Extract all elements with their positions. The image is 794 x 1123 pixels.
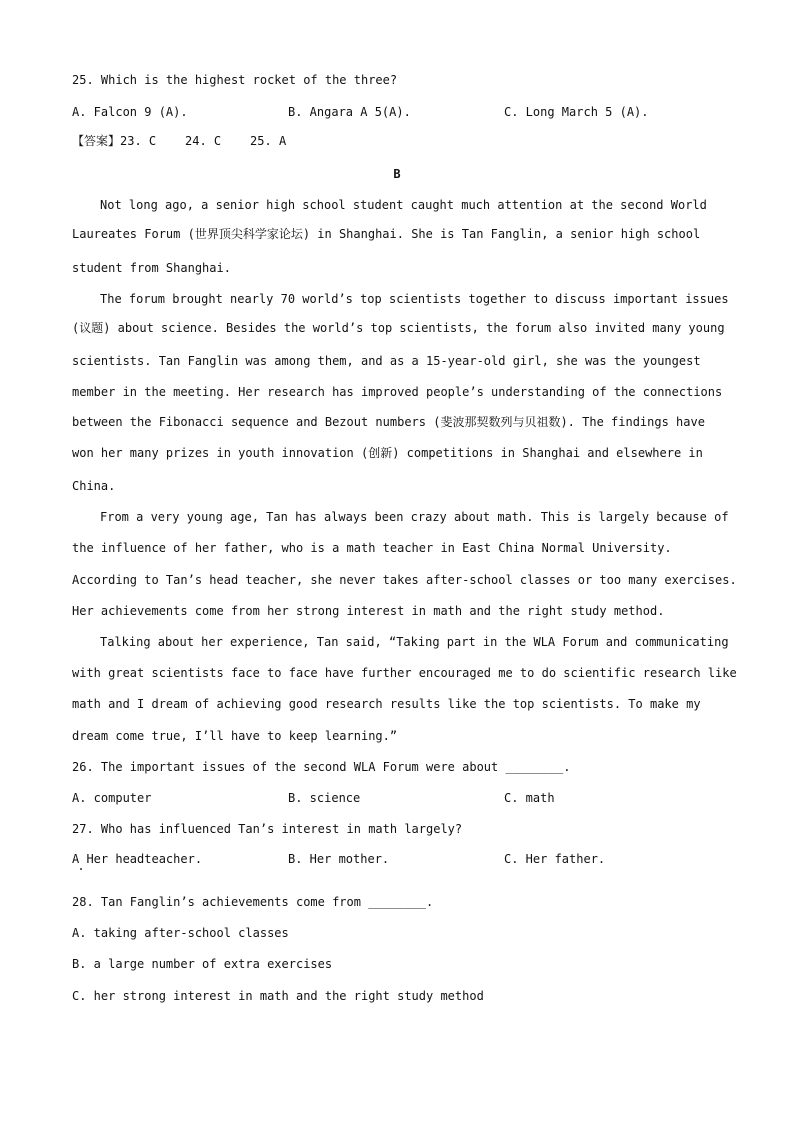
q27-option-b: B. Her mother. bbox=[288, 852, 390, 866]
passage-line: According to Tan’s head teacher, she never takes after-school classes or too many exercises. bbox=[72, 573, 737, 587]
question-25: 25. Which is the highest rocket of the three? bbox=[72, 73, 398, 87]
passage-line: won her many prizes in youth innovation (创新) competitions in Shanghai and elsewhere in bbox=[72, 446, 703, 460]
passage-line: member in the meeting. Her research has improved people’s understanding of the connections bbox=[72, 385, 723, 399]
q25-option-b: B. Angara A 5(A). bbox=[288, 105, 411, 119]
passage-line: between the Fibonacci sequence and Bezout numbers (斐波那契数列与贝祖数). The findings have bbox=[72, 415, 705, 429]
passage-line: with great scientists face to face have further encouraged me to do scientific research like bbox=[72, 666, 737, 680]
q26-option-c: C. math bbox=[504, 791, 555, 805]
answer-tag: 【答案】 bbox=[72, 134, 121, 148]
q28-option-a: A. taking after-school classes bbox=[72, 926, 289, 940]
passage-line: Not long ago, a senior high school student caught much attention at the second World bbox=[100, 198, 707, 212]
passage-line: (议题) about science. Besides the world’s top scientists, the forum also invited many young bbox=[72, 321, 725, 335]
passage-line: Her achievements come from her strong interest in math and the right study method. bbox=[72, 604, 665, 618]
question-28: 28. Tan Fanglin’s achievements come from ________. bbox=[72, 895, 434, 909]
q26-option-a: A. computer bbox=[72, 791, 152, 805]
passage-line: The forum brought nearly 70 world’s top scientists together to discuss important issues bbox=[100, 292, 729, 306]
passage-line: scientists. Tan Fanglin was among them, and as a 15-year-old girl, she was the youngest bbox=[72, 354, 701, 368]
passage-line: China. bbox=[72, 479, 116, 493]
stray-dot bbox=[80, 868, 82, 870]
passage-line: dream come true, I’ll have to keep learning.” bbox=[72, 729, 398, 743]
question-26: 26. The important issues of the second WLA Forum were about ________. bbox=[72, 760, 571, 774]
passage-line: the influence of her father, who is a math teacher in East China Normal University. bbox=[72, 541, 672, 555]
q26-option-b: B. science bbox=[288, 791, 361, 805]
passage-line: student from Shanghai. bbox=[72, 261, 231, 275]
answer-key bbox=[72, 133, 286, 149]
answer-text: 23. C 24. C 25. A bbox=[120, 134, 287, 148]
passage-line: From a very young age, Tan has always been crazy about math. This is largely because of bbox=[100, 510, 729, 524]
q25-option-c: C. Long March 5 (A). bbox=[504, 105, 649, 119]
q28-option-c: C. her strong interest in math and the right study method bbox=[72, 989, 484, 1003]
q28-option-b: B. a large number of extra exercises bbox=[72, 957, 333, 971]
passage-line: math and I dream of achieving good research results like the top scientists. To make my bbox=[72, 697, 701, 711]
q27-option-a: A Her headteacher. bbox=[72, 852, 203, 866]
q25-option-a: A. Falcon 9 (A). bbox=[72, 105, 188, 119]
q27-option-c: C. Her father. bbox=[504, 852, 606, 866]
passage-line: Laureates Forum (世界顶尖科学家论坛) in Shanghai. She is Tan Fanglin, a senior high school bbox=[72, 227, 701, 241]
passage-line: Talking about her experience, Tan said, “Taking part in the WLA Forum and communicating bbox=[100, 635, 729, 649]
section-title: B bbox=[393, 167, 401, 181]
question-27: 27. Who has influenced Tan’s interest in math largely? bbox=[72, 822, 463, 836]
